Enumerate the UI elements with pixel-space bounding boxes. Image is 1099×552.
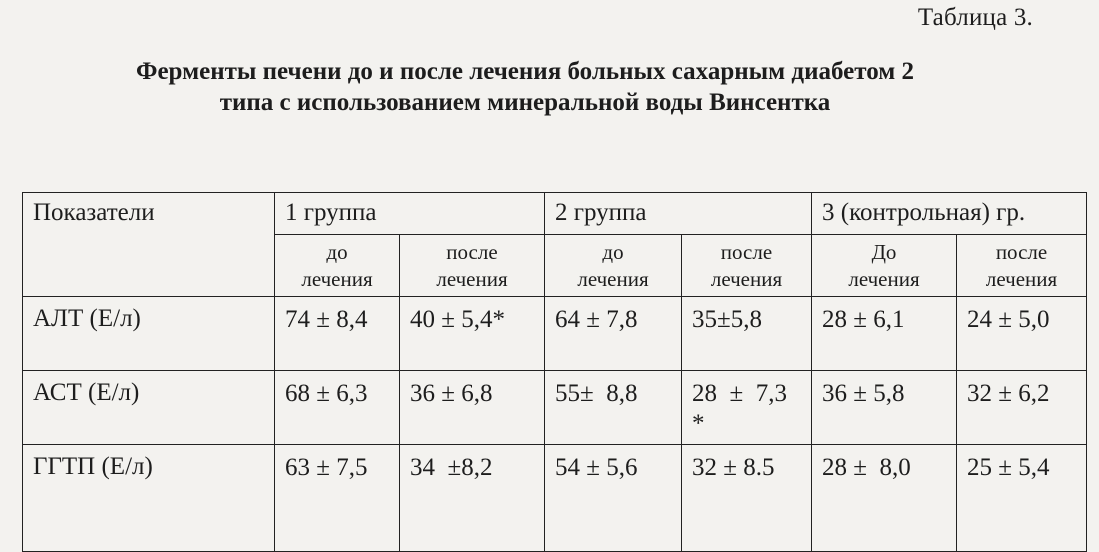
header-group-2: 2 группа bbox=[545, 193, 812, 235]
value-cell: 35±5,8 bbox=[682, 297, 812, 371]
document-title bbox=[0, 56, 1050, 118]
subheader-g2-before bbox=[545, 235, 682, 297]
value-cell: 40 ± 5,4* bbox=[400, 297, 545, 371]
subheader-word: после bbox=[446, 240, 498, 264]
subheader-word: до bbox=[326, 240, 348, 264]
value-cell: 32 ± 8.5 bbox=[682, 445, 812, 552]
subheader-word: до bbox=[602, 240, 624, 264]
subheader-word: после bbox=[995, 240, 1048, 264]
value-cell: 63 ± 7,5 bbox=[275, 445, 400, 552]
row-label: ГГТП (Е/л) bbox=[23, 445, 275, 552]
value-cell: 36 ± 6,8 bbox=[400, 371, 545, 445]
subheader-g1-before bbox=[275, 235, 400, 297]
value-cell: 64 ± 7,8 bbox=[545, 297, 682, 371]
header-group-3: 3 (контрольная) гр. bbox=[812, 193, 1087, 235]
subheader-word: лечения bbox=[710, 267, 783, 291]
subheader-g2-after bbox=[682, 235, 812, 297]
subheader-word: лечения bbox=[848, 267, 920, 291]
value-cell: 36 ± 5,8 bbox=[812, 371, 957, 445]
value-cell: 28 ± 7,3 * bbox=[682, 371, 812, 445]
table-row-alt bbox=[23, 297, 1087, 371]
row-label: АЛТ (Е/л) bbox=[23, 297, 275, 371]
subheader-word: лечения bbox=[301, 267, 373, 291]
value-cell: 25 ± 5,4 bbox=[957, 445, 1087, 552]
header-indicator: Показатели bbox=[23, 193, 275, 297]
subheader-word: лечения bbox=[436, 267, 508, 291]
table-row-ggtp bbox=[23, 445, 1087, 552]
table-label: Таблица 3. bbox=[917, 4, 1033, 31]
subheader-g3-before bbox=[812, 235, 957, 297]
subheader-word: лечения bbox=[985, 267, 1058, 291]
subheader-g1-after bbox=[400, 235, 545, 297]
value-cell: 34 ±8,2 bbox=[400, 445, 545, 552]
title-line-1: Ферменты печени до и после лечения больных сахарным диабетом 2 bbox=[135, 58, 914, 85]
subheader-g3-after bbox=[957, 235, 1087, 297]
header-group-1: 1 группа bbox=[275, 193, 545, 235]
table-header-row bbox=[23, 193, 1087, 235]
title-line-2: типа с использованием минеральной воды Винсентка bbox=[219, 89, 831, 116]
table-row-ast bbox=[23, 371, 1087, 445]
subheader-word: лечения bbox=[577, 267, 649, 291]
value-cell: 32 ± 6,2 bbox=[957, 371, 1087, 445]
liver-enzymes-table bbox=[22, 192, 1087, 552]
value-cell: 55± 8,8 bbox=[545, 371, 682, 445]
subheader-word: после bbox=[720, 240, 773, 264]
value-cell: 54 ± 5,6 bbox=[545, 445, 682, 552]
value-cell: 28 ± 8,0 bbox=[812, 445, 957, 552]
row-label: АСТ (Е/л) bbox=[23, 371, 275, 445]
value-cell: 68 ± 6,3 bbox=[275, 371, 400, 445]
value-cell: 28 ± 6,1 bbox=[812, 297, 957, 371]
value-cell: 24 ± 5,0 bbox=[957, 297, 1087, 371]
subheader-word: До bbox=[871, 240, 897, 264]
value-cell: 74 ± 8,4 bbox=[275, 297, 400, 371]
